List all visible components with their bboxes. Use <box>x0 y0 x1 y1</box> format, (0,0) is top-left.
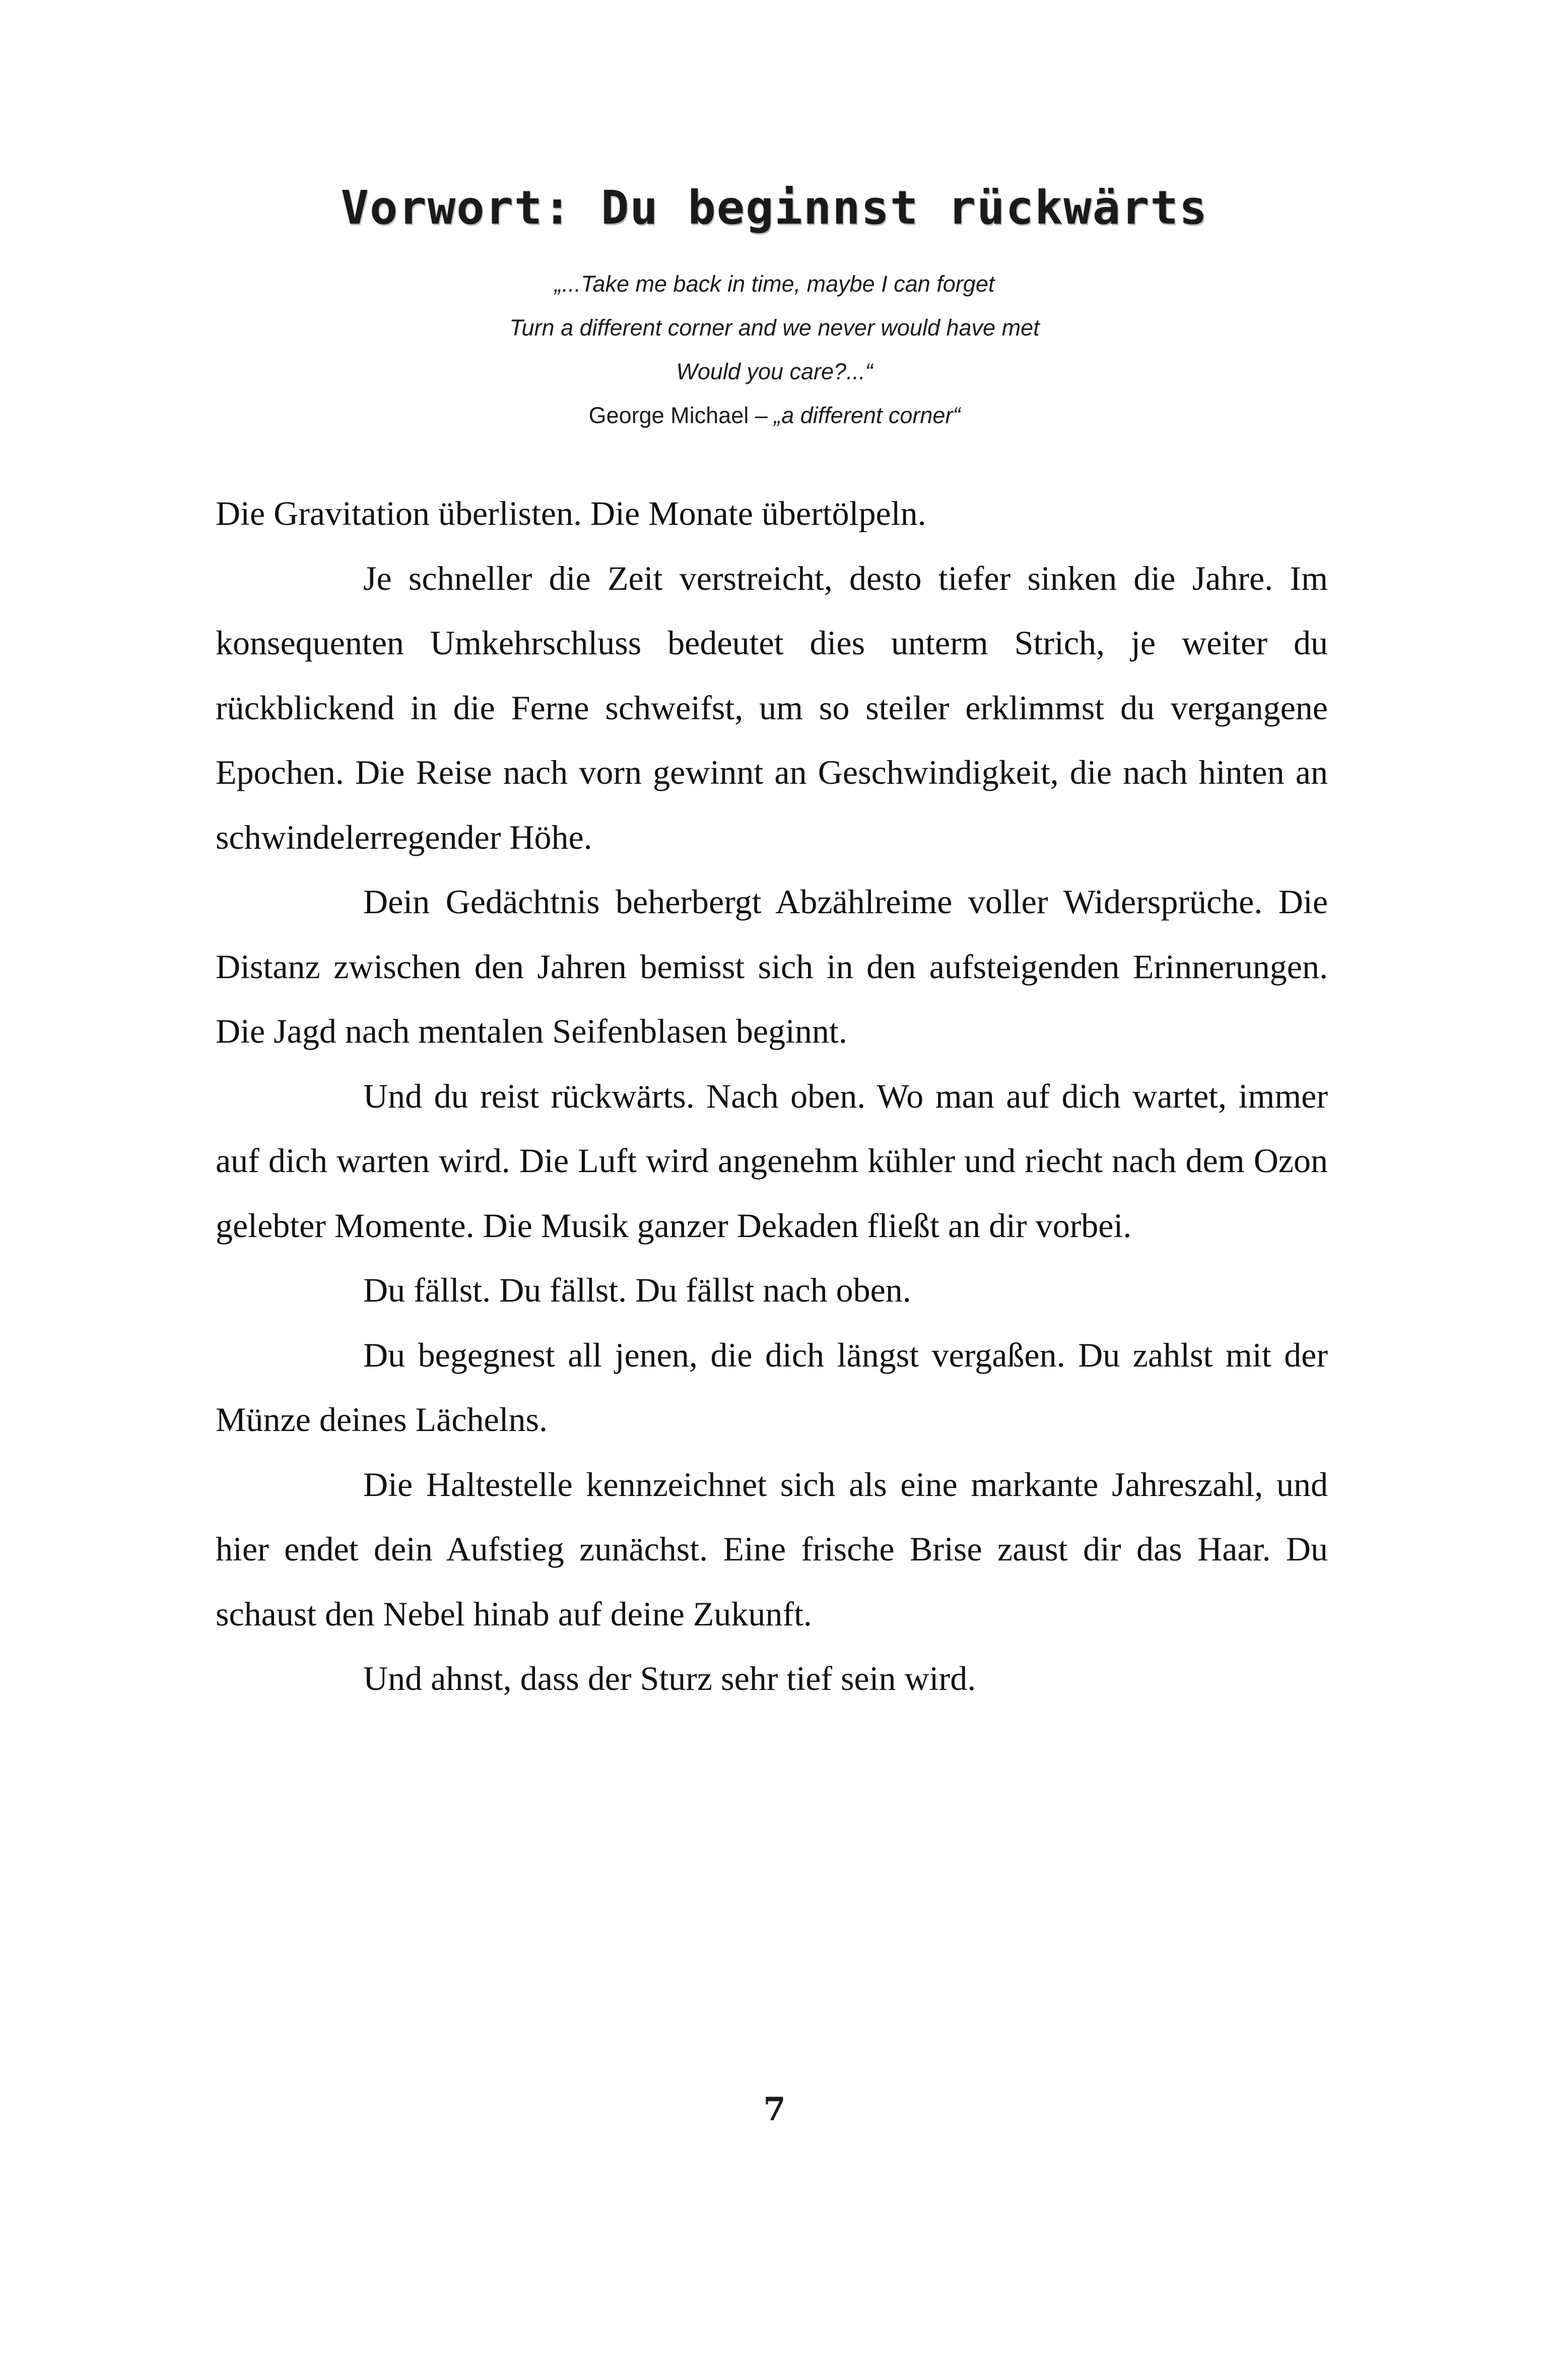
paragraph: Die Haltestelle kennzeichnet sich als eine markante Jahreszahl, und hier endet dein Aufstieg zunächst. Eine frische Brise zaust dir das Haar. Du schaust den Nebel hinab auf deine Zukunft. <box>216 1465 1328 1633</box>
paragraph: Die Gravitation überlisten. Die Monate übertölpeln. <box>216 494 926 532</box>
paragraph: Und ahnst, dass der Sturz sehr tief sein wird. <box>363 1659 976 1697</box>
epigraph <box>0 262 1549 437</box>
paragraph: Du fällst. Du fällst. Du fällst nach oben. <box>363 1271 911 1309</box>
paragraph: Dein Gedächtnis beherbergt Abzählreime voller Widersprüche. Die Distanz zwischen den Jahren bemisst sich in den aufsteigenden Erinnerungen. Die Jagd nach mentalen Seifenblasen beginnt. <box>216 882 1328 1050</box>
epigraph-line: „...Take me back in time, maybe I can forget <box>554 271 995 297</box>
epigraph-song-title: „a different corner“ <box>774 402 961 428</box>
epigraph-line: Would you care?...“ <box>676 359 873 384</box>
chapter-body <box>216 481 1328 1711</box>
paragraph: Und du reist rückwärts. Nach oben. Wo man auf dich wartet, immer auf dich warten wird. Die Luft wird angenehm kühler und riecht nach dem Ozon gelebter Momente. Die Musik ganzer Dekaden fließt an dir vorbei. <box>216 1076 1328 1245</box>
paragraph: Du begegnest all jenen, die dich längst vergaßen. Du zahlst mit der Münze deines Lächelns. <box>216 1335 1328 1439</box>
chapter-title: Vorwort: Du beginnst rückwärts <box>341 180 1208 235</box>
epigraph-attribution <box>0 393 1549 437</box>
paragraph: Je schneller die Zeit verstreicht, desto tiefer sinken die Jahre. Im konsequenten Umkehrschluss bedeutet dies unterm Strich, je weiter du rückblickend in die Ferne schweifst, um so steiler erklimmst du vergangene Epochen. Die Reise nach vorn gewinnt an Geschwindigkeit, die nach hinten an schwindelerregender Höhe. <box>216 559 1328 856</box>
epigraph-author: George Michael – <box>588 402 774 428</box>
page-number: 7 <box>763 2090 786 2128</box>
epigraph-line: Turn a different corner and we never would have met <box>509 315 1040 341</box>
